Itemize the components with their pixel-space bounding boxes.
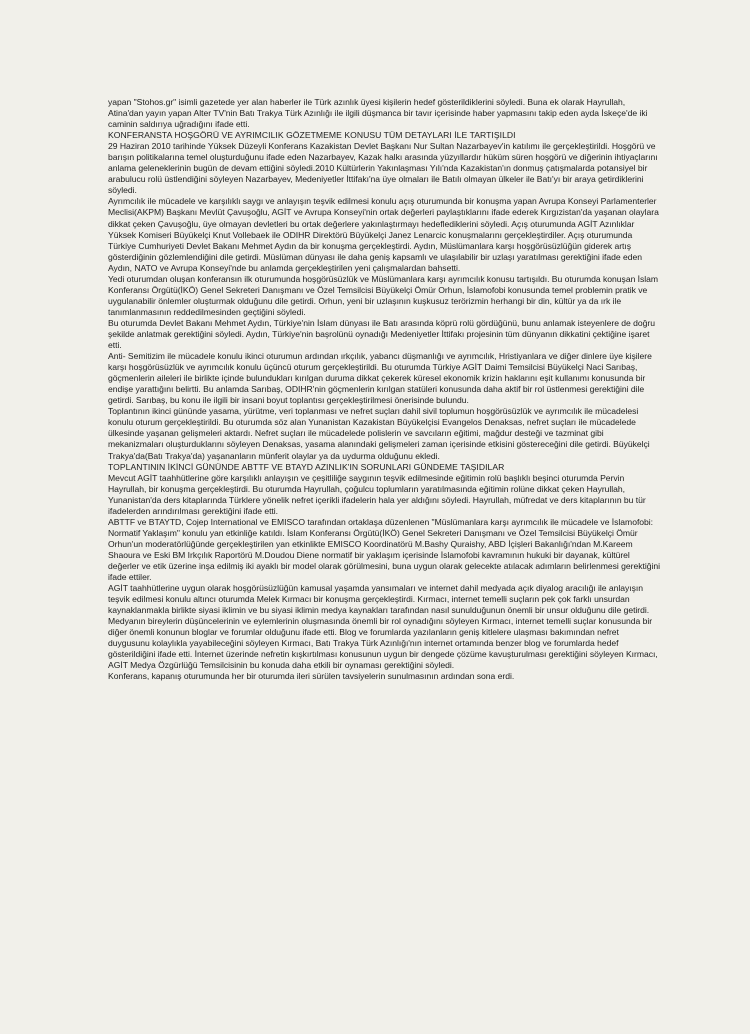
paragraph-kirmaci: AGİT taahhütlerine uygun olarak hoşgörüsüzlüğün kamusal yaşamda yansımaları ve internet dahil medyada açık diyalog aracılığı ile anlayışın teşvik edilmesi konulu altıncı oturumda Melek Kırmacı bir konuşma gerçekleştirdi. Kırmacı, internet temelli suçların pek çok farklı unsurdan kaynaklanmakla birlikte siyasi iklimin ve bu siyasi iklimin medya kaynakları tarafından nasıl sunulduğunun önemli bir unsur olduğunu dile getirdi. Medyanın bireylerin düşüncelerinin ve eylemlerinin oluşmasında önemli bir rol oynadığını söyleyen Kırmacı, internet temelli suçlar konusunda bir diğer önemli konunun bloglar ve forumlar olduğunu ifade etti. Blog ve forumlarda yazılanların geniş kitlelere ulaşması bakımından nefret duygusunu kolaylıkla yayabileceğini söyleyen Kırmacı, Batı Trakya Türk Azınlığı'nın internet ortamında benzer blog ve forumlarda hedef gösterildiğini ifade etti. İnternet üzerinde nefretin kışkırtılması konusunun uygun bir dengede çözüme kavuşturulması gerektiğini söyleyen Kırmacı, AGİT Medya Özgürlüğü Temsilcisinin bu konuda daha etkili bir oynaması gerektiğini söyledi. — [108, 583, 658, 671]
paragraph-first-session: Yedi oturumdan oluşan konferansın ilk oturumunda hoşgörüsüzlük ve Müslümanlara karşı ayrımcılık konusu tartışıldı. Bu oturumda konuşan İslam Konferansı Örgütü(İKÖ) Genel Sekreteri Danışmanı ve Özel Temsilcisi Büyükelçi Ömür Orhun, İslamofobi konusunda temel problemin pratik ve uygulanabilir önlemler oluşturmak olduğunu dile getirdi. Orhun, yeni bir uzlaşının kuşkusuz terörizmin herhangi bir din, kültür ya da ırk ile tanımlanmasının reddedilmesinden geçtiğini söyledi. — [108, 273, 659, 317]
paragraph-nazarbayev: 29 Haziran 2010 tarihinde Yüksek Düzeyli Konferans Kazakistan Devlet Başkanı Nur Sultan Nazarbayev'in katılımı ile gerçekleştirildi. Hoşgörü ve barışın politikalarına temel oluşturduğunu ifade eden Nazarbayev, Kazak halkı arasında yüzyıllardır hüküm süren hoşgörü ve diğerinin ihtiyaçlarını anlama geleneklerinin bugün de devam ettiğini söyledi.2010 Kültürlerin Yakınlaşması Yılı'nda Kazakistan'ın donmuş çatışmalarda potansiyel bir arabulucu rolü üstlendiğini söyleyen Nazarbayev, Medeniyetler İttifakı'na üye olmaları ile Batılı olmayan ülkeler ile Batı'yı bir araya getirdiklerini söyledi. — [108, 141, 658, 196]
paragraph-third-session: Anti- Semitizim ile mücadele konulu ikinci oturumun ardından ırkçılık, yabancı düşmanlığı ve ayrımcılık, Hristiyanlara ve diğer dinlere üye kişilere karşı hoşgörüsüzlük ve ayrımcılık konulu üçüncü oturum gerçekleştirildi. Bu oturumda Türkiye AGİT Daimi Temsilcisi Büyükelçi Naci Sarıbaş, göçmenlerin aileleri ile birlikte içinde bulundukları kırılgan duruma dikkat çekerek küresel ekonomik krizin haklarını eşit kullanımı konusunda bir endişe yarattığını belirtti. Bu anlamda Sarıbaş, ODIHR'nin göçmenlerin kırılgan statüleri konusunda daha aktif bir rol üstlenmesi gerektiğini dile getirdi. Sarıbaş, bu konu ile ilgili bir insani boyut toplantısı gerçekleştirilmesi önerisinde bulundu. — [108, 351, 652, 406]
paragraph-hayrullah: Mevcut AGİT taahhütlerine göre karşılıklı anlayışın ve çeşitliliğe saygının teşvik edilmesinde eğitimin rolü başlıklı beşinci oturumda Pervin Hayrullah, bir konuşma gerçekleştirdi. Bu oturumda Hayrullah, çoğulcu toplumların yaratılmasında eğitimin rolüne dikkat çeken Hayrullah, Yunanistan'da ders kitaplarında Türklere yönelik nefret içerikli ifadelerin hala yer aldığını söyledi. Hayrullah, müfredat ve ders kitaplarının bu tür ifadelerden arındırılması gerektiğini ifade etti. — [108, 472, 646, 516]
document-body — [108, 97, 660, 682]
paragraph-side-event: ABTTF ve BTAYTD, Cojep International ve EMISCO tarafından ortaklaşa düzenlenen "Müslümanlara karşı ayrımcılık ile mücadele ve İslamofobi: Normatif Yaklaşım" konulu yan etkinliğe katıldı. İslam Konferansı Örgütü(İKÖ) Genel Sekreteri Danışmanı ve Özel Temsilcisi Büyükelçi Ömür Orhun'un moderatörlüğünde gerçekleştirilen yan etkinlikte EMISCO Koordinatörü M.Bashy Quraishy, ABD İçişleri Bakanlığı'ndan M.Kareem Shaoura ve Eski BM Irkçılık Raportörü M.Doudou Diene normatif bir yaklaşım içerisinde İslamofobi kavramının hukuki bir dayanak, kültürel değerler ve etik üzerine inşa edilmiş iki ayaklı bir model olarak görülmesini, buna uygun olarak gelecekte atılacak adımların belirlenmesi gerektiğini ifade ettiler. — [108, 516, 660, 583]
paragraph-stohos: yapan "Stohos.gr" isimli gazetede yer alan haberler ile Türk azınlık üyesi kişilerin hedef gösterildiklerini söyledi. Buna ek olarak Hayrullah, Atina'dan yayın yapan Alter TV'nin Batı Trakya Türk Azınlığı ile ilgili düşmanca bir tavır içerisinde haber yapmasını takip eden ayda İskeçe'de iki caminin saldırıya uğradığını ifade etti. — [108, 97, 648, 130]
paragraph-closing: Konferans, kapanış oturumunda her bir oturumda ileri sürülen tavsiyelerin sunulmasının ardından sona erdi. — [108, 671, 515, 682]
section-heading-tolerance: KONFERANSTA HOŞGÖRÜ VE AYRIMCILIK GÖZETMEME KONUSU TÜM DETAYLARI İLE TARTIŞILDI — [108, 130, 516, 141]
paragraph-second-day: Toplantının ikinci gününde yasama, yürütme, veri toplanması ve nefret suçları dahil sivil toplumun hoşgörüsüzlük ve ayrımcılık ile mücadelesi konulu oturum gerçekleştirildi. Bu oturumda söz alan Yunanistan Kazakistan Büyükelçisi Evangelos Denaksas, nefret suçları ile mücadelede ülkesinde yaşanan gelişmeleri aktardı. Nefret suçları ile mücadelede polislerin ve savcıların eğitimi, mağdur desteği ve tazminat gibi mekanizmaları oluşturduklarını söyleyen Denaksas, yasama alanındaki gelişmeleri zaman içerisinde etkisini göstereceğini dile getirdi. Büyükelçi Trakya'da(Batı Trakya'da) yaşananların münferit olaylar ya da uydurma olduğunu ekledi. — [108, 406, 650, 461]
section-heading-abttf: TOPLANTININ İKİNCİ GÜNÜNDE ABTTF VE BTAYD AZINLIK'IN SORUNLARI GÜNDEME TAŞIDILAR — [108, 461, 505, 472]
paragraph-opening-session: Ayrımcılık ile mücadele ve karşılıklı saygı ve anlayışın teşvik edilmesi konulu açış oturumunda bir konuşma yapan Avrupa Konseyi Parlamenterler Meclisi(AKPM) Başkanı Mevlüt Çavuşoğlu, AGİT ve Avrupa Konseyi'nin ortak değerleri paylaştıklarını ifade ederek Kırgızistan'da yaşanan olaylara dikkat çeken Çavuşoğlu, üye olmayan devletleri bu ortak değerlere yakınlaştırmayı hedeflediklerini söyledi. Açış oturumunda AGİT Azınlıklar Yüksek Komiseri Büyükelçi Knut Vollebaek ile ODIHR Direktörü Büyükelçi Janez Lenarcic konuşmalarını gerçekleştirdiler. Açış oturumunda Türkiye Cumhuriyeti Devlet Bakanı Mehmet Aydın da bir konuşma gerçekleştirdi. Aydın, Müslümanlara karşı hoşgörüsüzlüğün giderek artış gösterdiğinin gözlemlendiğini dile getirdi. Müslüman dünyası ile daha geniş kapsamlı ve ulaşılabilir bir uzlaşı yaratılması gerektiğini ifade eden Aydın, NATO ve Avrupa Konseyi'nde bu anlamda gerçekleştirilen yeni çalışmalardan bahsetti. — [108, 196, 659, 273]
paragraph-aydin: Bu oturumda Devlet Bakanı Mehmet Aydın, Türkiye'nin İslam dünyası ile Batı arasında köprü rolü gördüğünü, bunu anlamak isteyenlere de doğru şekilde anlatmak gerektiğini söyledi. Aydın, Türkiye'nin başrolünü oynadığı Medeniyetler İttifakı projesinin tüm dünyanın dikkatini çektiğine işaret etti. — [108, 317, 655, 351]
